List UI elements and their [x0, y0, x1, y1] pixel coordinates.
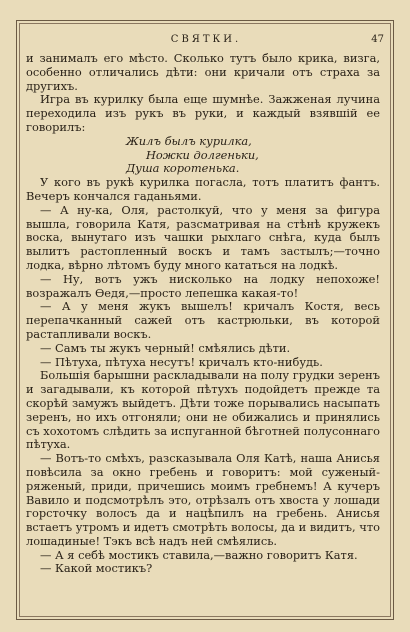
paragraph: — Вотъ-то смѣхъ, разсказывала Оля Катѣ, наша Анисья повѣсила за окно гребень и говоритъ: мой суженый-ряженый, приди, причешись моимъ гребнемъ! А кучеръ Вавило и подсмотрѣлъ это, отрѣзалъ отъ хвоста у лошади горсточку волосъ да и нацѣпилъ на гребень. Анисья встаетъ утромъ и идетъ смотрѣть волосы, да и видитъ, что лошадиные! Тэкъ всѣ надъ ней смѣялись. [26, 451, 380, 548]
paragraph: — А ну-ка, Оля, растолкуй, что у меня за фигура вышла, говорила Катя, разсматривая на стѣнѣ кружекъ воска, вынутаго изъ чашки рыхлаго снѣга, куда былъ вылитъ растопленный воскъ и тамъ застылъ;—точно лодка, вѣрно лѣтомъ буду много кататься на лодкѣ. [26, 202, 380, 272]
running-title: СВЯТКИ. [170, 34, 242, 45]
verse-line: Ножки долгеньки, [146, 147, 259, 162]
verse [26, 135, 380, 176]
paragraph: — Пѣтуха, пѣтуха несутъ! кричалъ кто-нибудь. [40, 354, 323, 369]
paragraph: — Ну, вотъ ужъ нисколько на лодку непохоже! возражалъ Ѳедя,—просто лепешка какая-то! [26, 271, 380, 300]
page-number: 47 [371, 34, 384, 45]
paragraph: Большія барышни раскладывали на полу грудки зеренъ и загадывали, къ которой пѣтухъ подойдетъ прежде та скорѣй замужъ выйдетъ. Дѣти тоже порывались насыпать зеренъ, но ихъ отгоняли; они не обижались и принялись съ хохотомъ слѣдить за испуганной бѣготней полусоннаго пѣтуха. [26, 368, 380, 452]
paragraph: — А я себѣ мостикъ ставила,—важно говоритъ Катя. [40, 547, 358, 562]
paragraph: — Самъ ты жукъ черный! смѣялись дѣти. [40, 340, 291, 355]
running-header [28, 34, 384, 50]
paragraph: — Какой мостикъ? [40, 561, 153, 576]
paragraph: Игра въ курилку была еще шумнѣе. Зажженая лучина переходила изъ рукъ въ руки, и каждый взявшій ее говорилъ: [26, 92, 380, 134]
paragraph: — А у меня жукъ вышелъ! кричалъ Костя, весь перепачканный сажей отъ кастрюльки, въ которой растапливали воскъ. [26, 299, 380, 341]
verse-line: Душа коротенька. [126, 161, 240, 176]
page-text [26, 52, 380, 576]
paragraph: У кого въ рукѣ курилка погасла, тотъ платитъ фантъ. Вечеръ кончался гаданьями. [26, 175, 380, 203]
paragraph: и занималъ его мѣсто. Сколько тутъ было крика, визга, особенно отличались дѣти: они кричали отъ страха за другихъ. [26, 51, 380, 93]
verse-line: Жилъ былъ курилка, [126, 133, 252, 148]
